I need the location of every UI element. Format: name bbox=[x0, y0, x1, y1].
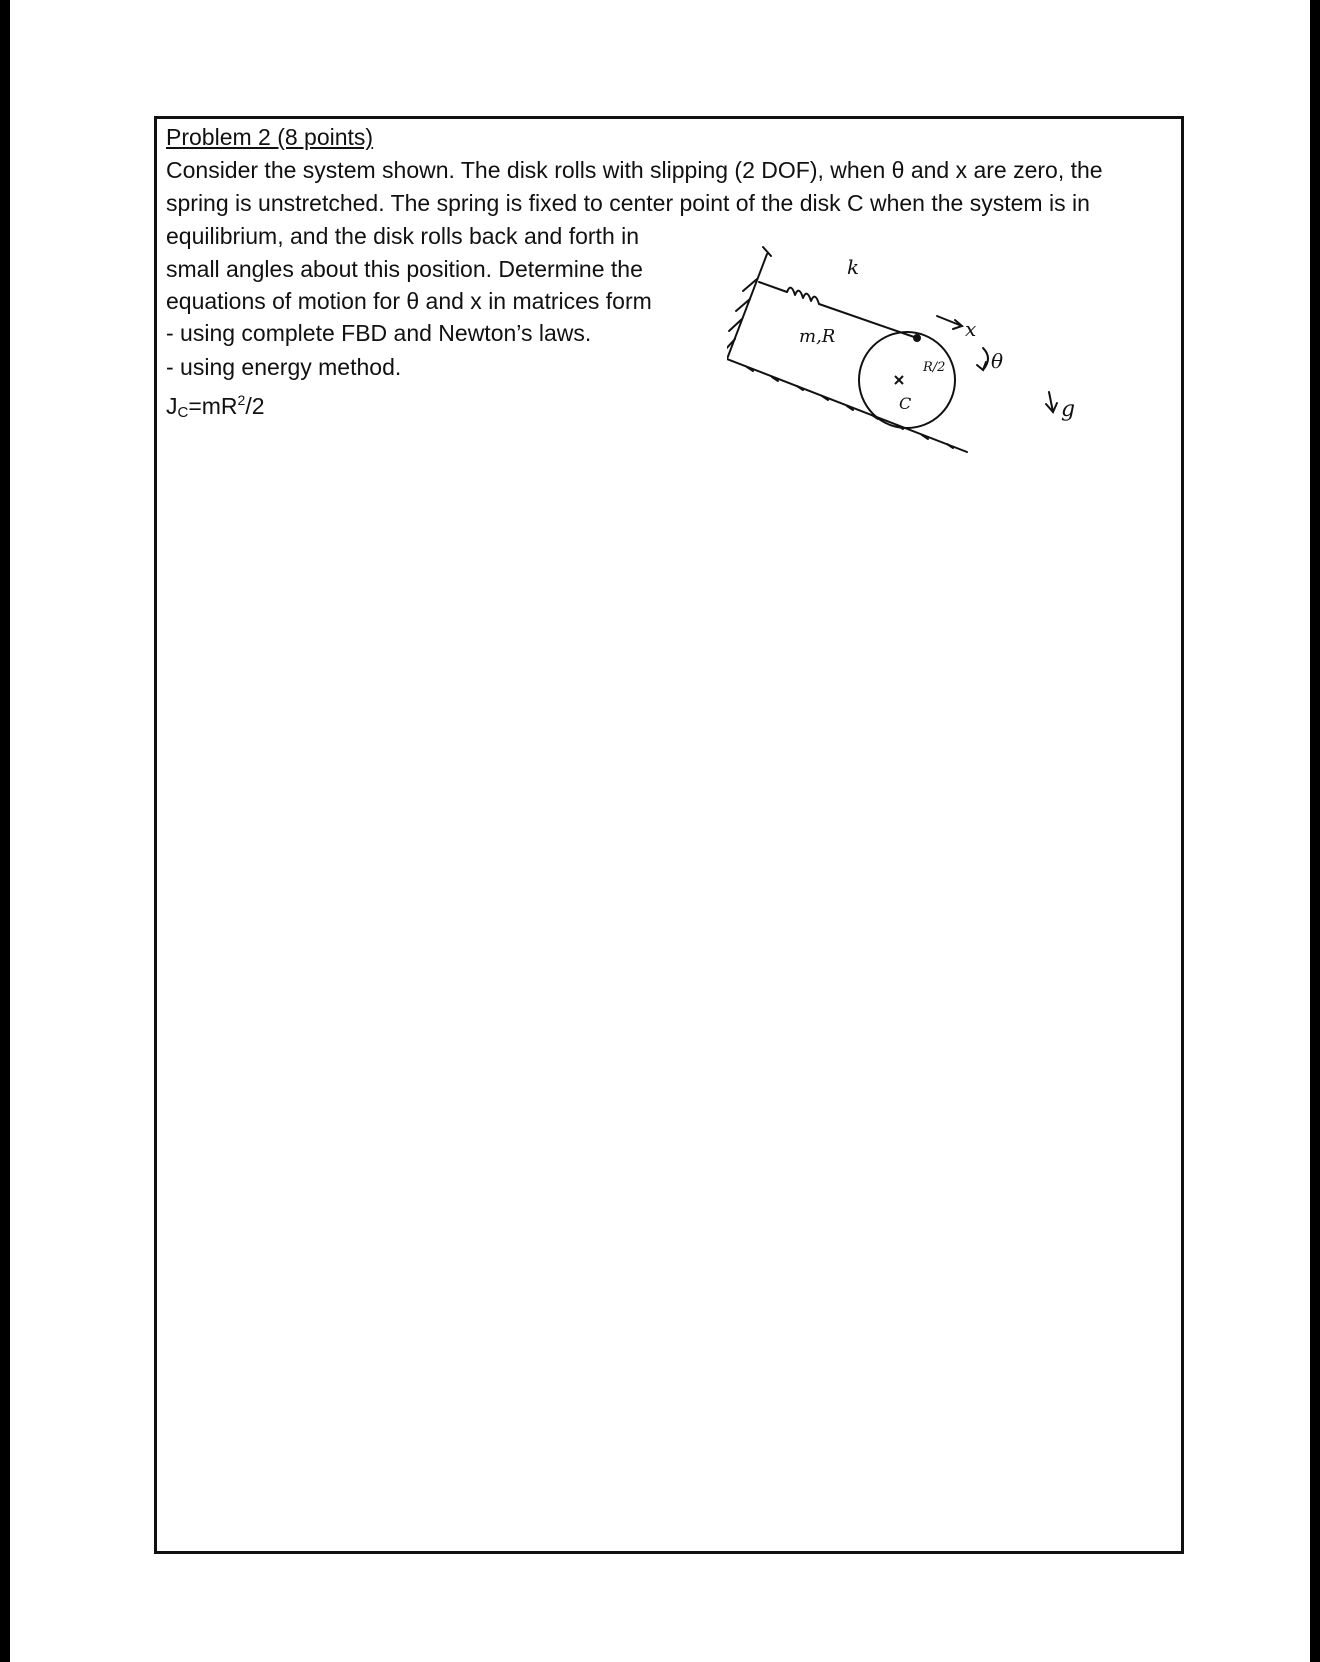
theta-arrow-icon bbox=[977, 348, 988, 370]
inertia-body: =mR bbox=[188, 393, 238, 419]
x-arrow-icon bbox=[937, 316, 962, 329]
inertia-superscript: 2 bbox=[237, 392, 246, 408]
k-label: k bbox=[847, 255, 860, 279]
problem-box bbox=[154, 116, 1184, 1554]
inertia-subscript: C bbox=[177, 404, 189, 421]
center-c-label: C bbox=[899, 394, 912, 413]
problem-text-line-6: - using complete FBD and Newton’s laws. bbox=[166, 320, 592, 346]
inertia-formula bbox=[166, 385, 265, 428]
inertia-suffix: /2 bbox=[245, 393, 265, 419]
x-label: x bbox=[965, 317, 977, 341]
problem-text-line-1: Consider the system shown. The disk rolls with slipping (2 DOF), when θ and x are zero, the bbox=[166, 157, 1103, 183]
disk bbox=[859, 332, 955, 428]
theta-label: θ bbox=[991, 349, 1004, 373]
system-diagram bbox=[727, 244, 1227, 494]
inertia-prefix: J bbox=[166, 393, 178, 419]
problem-text-line-3: equilibrium, and the disk rolls back and forth in bbox=[166, 223, 640, 249]
g-label: g bbox=[1061, 397, 1076, 422]
gravity-arrow-icon bbox=[1046, 392, 1057, 412]
half-radius-label: R/2 bbox=[923, 360, 946, 375]
worksheet-page bbox=[10, 0, 1310, 1662]
problem-text-line-5: equations of motion for θ and x in matrices form bbox=[166, 288, 652, 314]
mass-radius-label: m,R bbox=[799, 326, 836, 347]
spring bbox=[759, 282, 917, 338]
problem-title: Problem 2 (8 points) bbox=[166, 124, 374, 150]
wall bbox=[727, 247, 771, 359]
problem-text-line-2: spring is unstretched. The spring is fixed to center point of the disk C when the system is in bbox=[166, 190, 1090, 216]
problem-text-line-4: small angles about this position. Determine the bbox=[166, 256, 643, 282]
problem-text-line-7: - using energy method. bbox=[166, 354, 402, 380]
